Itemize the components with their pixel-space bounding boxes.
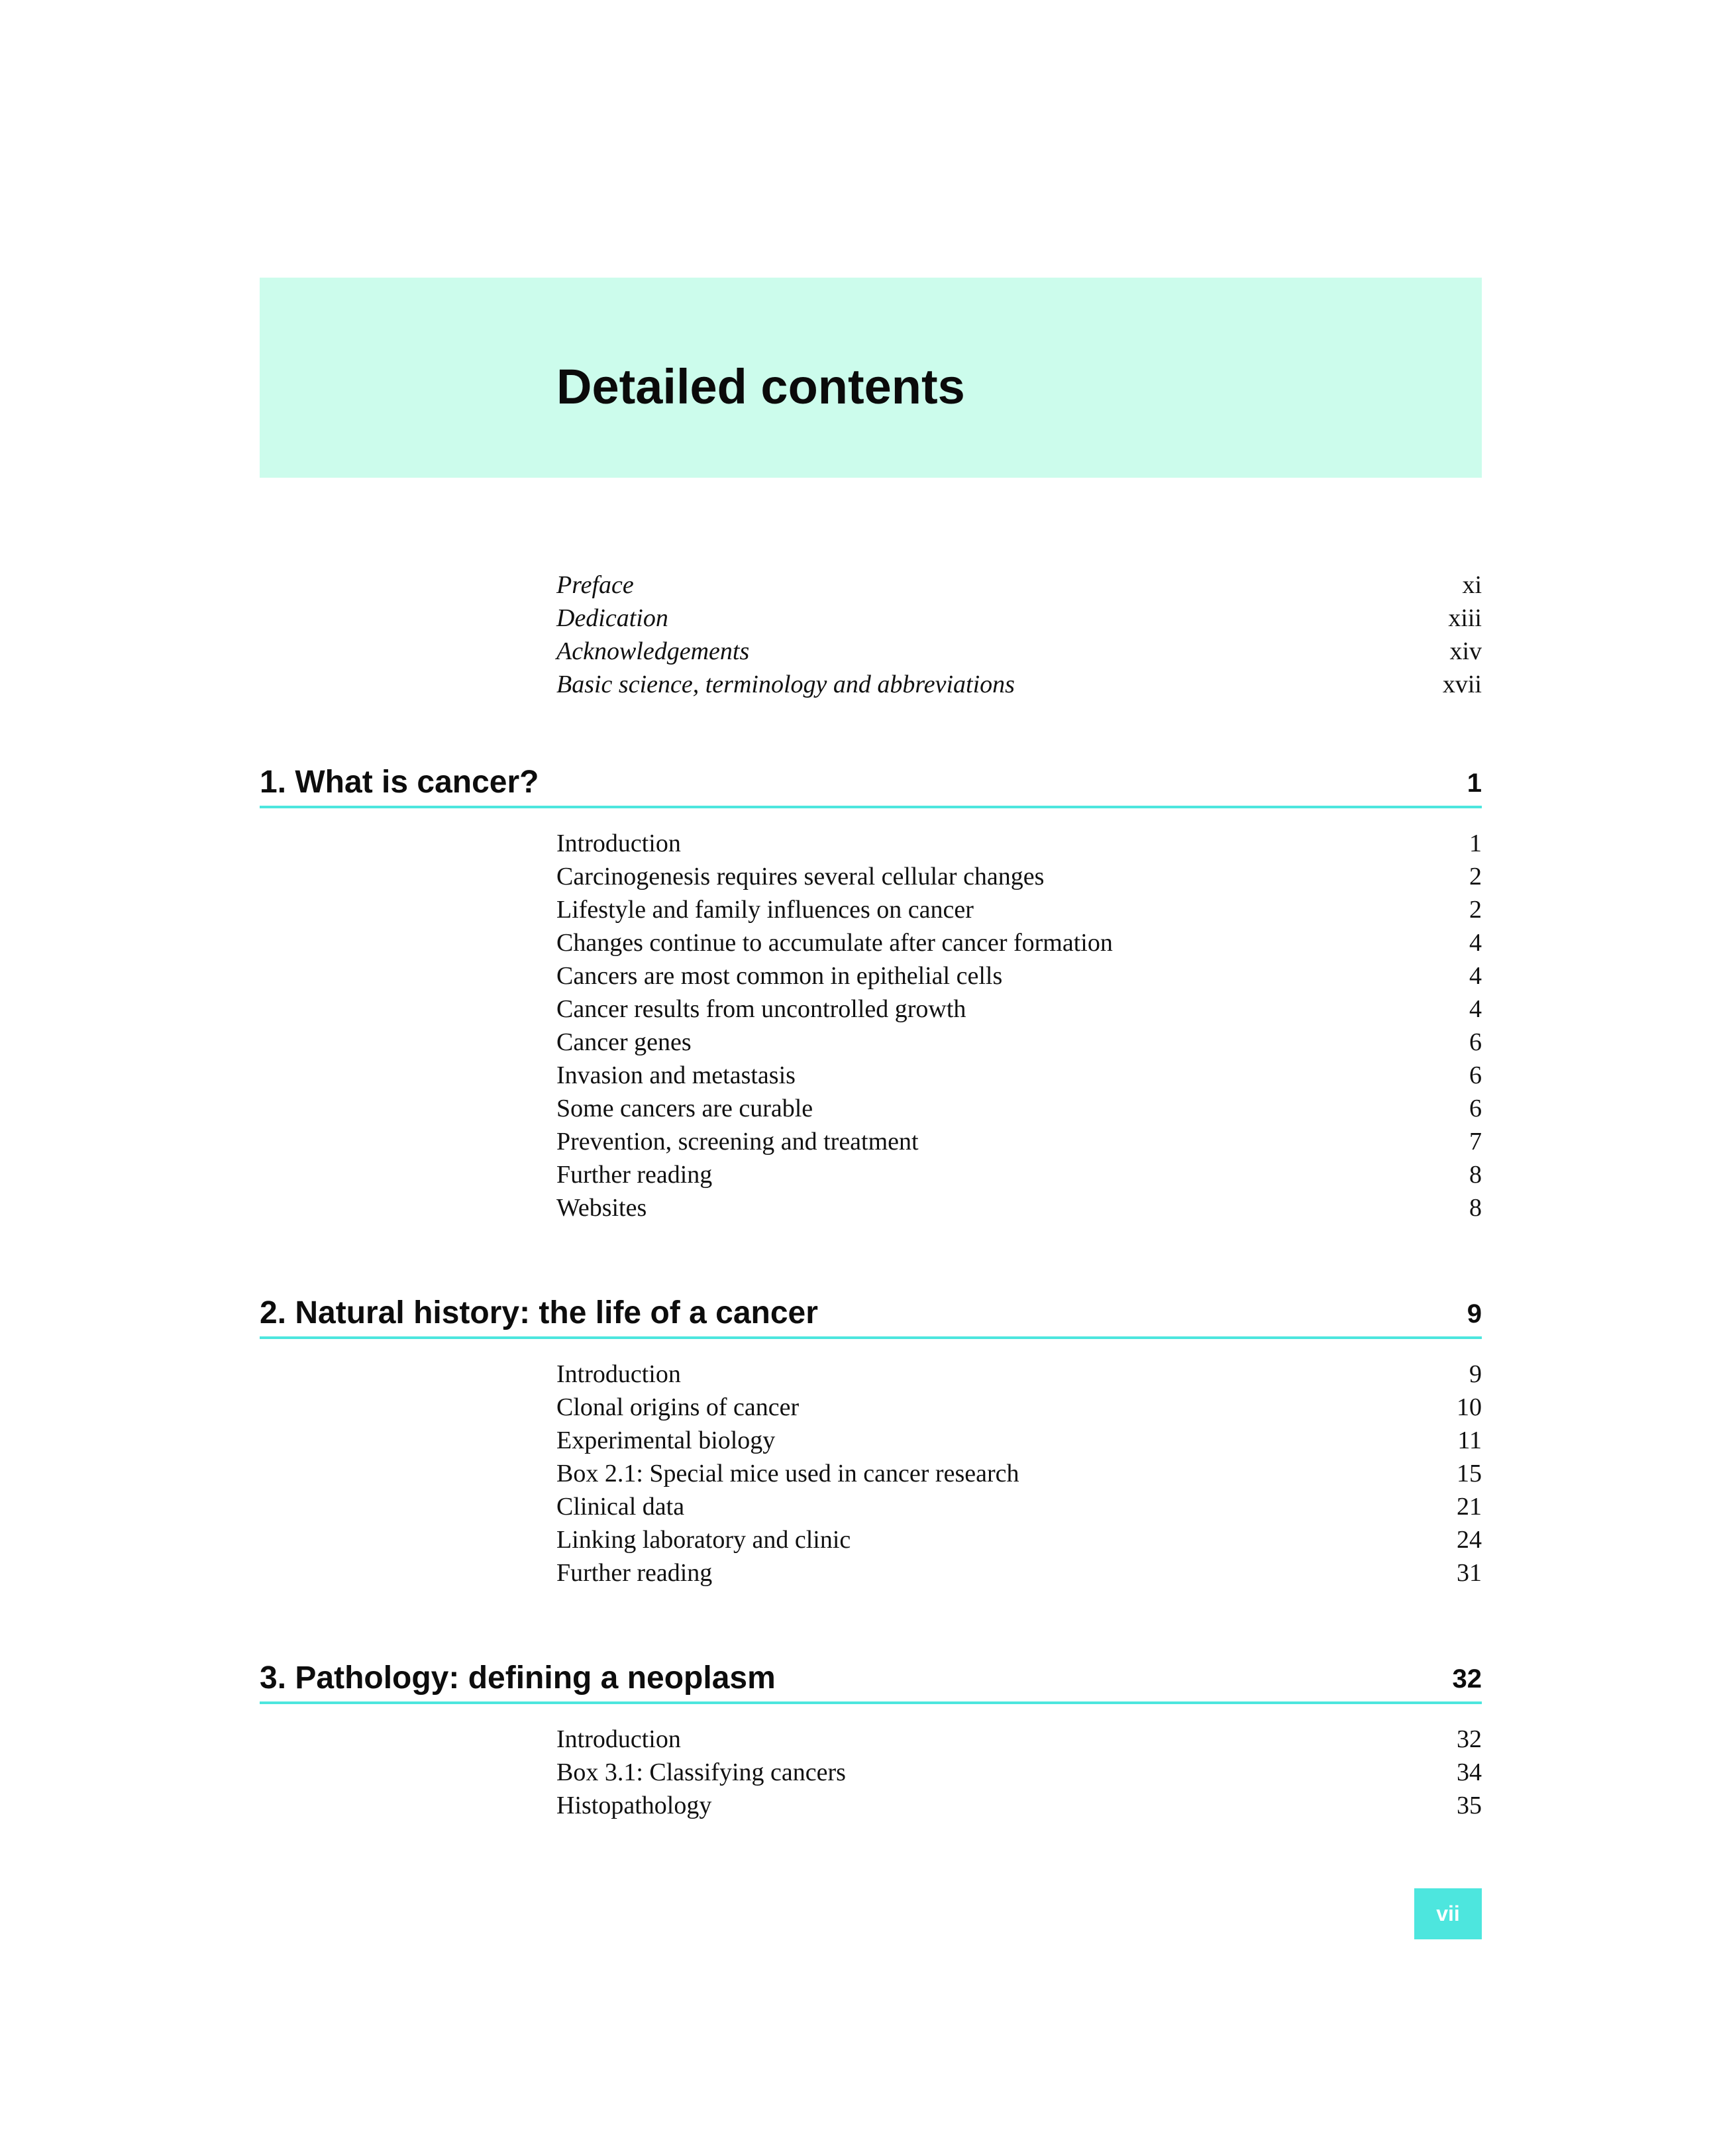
toc-entry-page: 32 [1457,1725,1482,1753]
toc-entry-label: Carcinogenesis requires several cellular changes [556,863,1045,890]
toc-entry-label: Preface [556,571,634,599]
chapter-section [260,759,1482,1224]
toc-entry[interactable] [556,1490,1482,1523]
toc-entry-page: 4 [1469,962,1482,990]
toc-entry-label: Experimental biology [556,1427,776,1454]
chapter-title: 1. What is cancer? [260,765,539,800]
toc-entry-label: Box 3.1: Classifying cancers [556,1758,846,1786]
toc-entry[interactable] [556,635,1482,668]
toc-entry-page: 4 [1469,929,1482,957]
toc-entry-page: 24 [1457,1526,1482,1554]
toc-entry-page: 21 [1457,1493,1482,1521]
toc-entry[interactable] [556,1556,1482,1590]
toc-entry-page: 6 [1469,1095,1482,1122]
chapter-title: 2. Natural history: the life of a cancer [260,1295,818,1330]
toc-entry[interactable] [556,1191,1482,1224]
toc-entry-label: Acknowledgements [556,637,750,665]
toc-entry-label: Cancer results from uncontrolled growth [556,995,966,1023]
toc-entry-label: Cancer genes [556,1028,692,1056]
toc-entry[interactable] [556,1391,1482,1424]
toc-entry-label: Some cancers are curable [556,1095,813,1122]
chapter-items [556,1358,1482,1590]
toc-entry-page: 15 [1457,1460,1482,1487]
toc-entry[interactable] [556,668,1482,701]
page-number-badge: vii [1414,1888,1482,1939]
toc-entry-page: 6 [1469,1028,1482,1056]
chapter-section [260,1655,1482,1822]
chapter-heading[interactable] [260,1290,1482,1339]
toc-entry[interactable] [556,827,1482,860]
toc-entry-page: 2 [1469,863,1482,890]
toc-entry-label: Box 2.1: Special mice used in cancer research [556,1460,1019,1487]
toc-entry-label: Histopathology [556,1792,712,1819]
toc-entry-label: Further reading [556,1161,713,1189]
toc-entry-label: Websites [556,1194,647,1222]
toc-entry-page: xiv [1449,637,1482,665]
toc-entry[interactable] [556,993,1482,1026]
toc-entry-label: Lifestyle and family influences on cancer [556,896,974,924]
toc-entry-page: xvii [1442,671,1482,698]
toc-entry-page: xiii [1448,604,1482,632]
toc-entry-page: 7 [1469,1128,1482,1156]
toc-entry-label: Dedication [556,604,668,632]
toc-entry-page: 34 [1457,1758,1482,1786]
toc-entry-page: 2 [1469,896,1482,924]
toc-entry[interactable] [556,1158,1482,1191]
toc-entry[interactable] [556,1424,1482,1457]
toc-entry-page: 35 [1457,1792,1482,1819]
chapter-title: 3. Pathology: defining a neoplasm [260,1660,776,1696]
toc-entry-label: Introduction [556,1360,681,1388]
toc-entry-page: 31 [1457,1559,1482,1587]
toc-entry[interactable] [556,1523,1482,1556]
prelims-list [556,568,1482,701]
toc-entry-page: 9 [1469,1360,1482,1388]
chapter-page: 32 [1452,1664,1482,1694]
toc-entry-label: Prevention, screening and treatment [556,1128,919,1156]
toc-entry[interactable] [556,1723,1482,1756]
chapter-heading[interactable] [260,1655,1482,1704]
toc-entry[interactable] [556,1358,1482,1391]
toc-entry-label: Clinical data [556,1493,685,1521]
chapter-items [556,1723,1482,1822]
toc-entry[interactable] [556,1457,1482,1490]
toc-entry[interactable] [556,1789,1482,1822]
toc-entry[interactable] [556,926,1482,959]
toc-entry-label: Basic science, terminology and abbreviations [556,671,1015,698]
toc-entry-page: 4 [1469,995,1482,1023]
toc-entry-label: Cancers are most common in epithelial cells [556,962,1003,990]
toc-entry-page: 6 [1469,1061,1482,1089]
chapter-section [260,1290,1482,1590]
toc-entry-page: 10 [1457,1393,1482,1421]
toc-entry-label: Introduction [556,1725,681,1753]
toc-entry[interactable] [556,1125,1482,1158]
toc-entry-page: 11 [1457,1427,1482,1454]
chapter-page: 1 [1467,769,1482,798]
chapter-page: 9 [1467,1299,1482,1328]
toc-entry[interactable] [556,1756,1482,1789]
toc-entry-label: Linking laboratory and clinic [556,1526,851,1554]
toc-entry-label: Clonal origins of cancer [556,1393,800,1421]
toc-entry-label: Changes continue to accumulate after cancer formation [556,929,1113,957]
chapter-heading[interactable] [260,759,1482,808]
toc-entry-page: 1 [1469,830,1482,857]
toc-entry[interactable] [556,602,1482,635]
toc-entry-label: Further reading [556,1559,713,1587]
toc-entry-page: xi [1462,571,1482,599]
toc-entry-label: Introduction [556,830,681,857]
contents-banner [260,278,1482,478]
toc-entry-page: 8 [1469,1161,1482,1189]
chapter-items [556,827,1482,1224]
toc-entry[interactable] [556,893,1482,926]
page-title: Detailed contents [556,359,965,414]
toc-entry[interactable] [556,959,1482,993]
toc-entry[interactable] [556,1026,1482,1059]
toc-entry[interactable] [556,568,1482,602]
toc-entry[interactable] [556,1092,1482,1125]
toc-entry[interactable] [556,860,1482,893]
toc-entry-page: 8 [1469,1194,1482,1222]
toc-entry[interactable] [556,1059,1482,1092]
toc-entry-label: Invasion and metastasis [556,1061,796,1089]
